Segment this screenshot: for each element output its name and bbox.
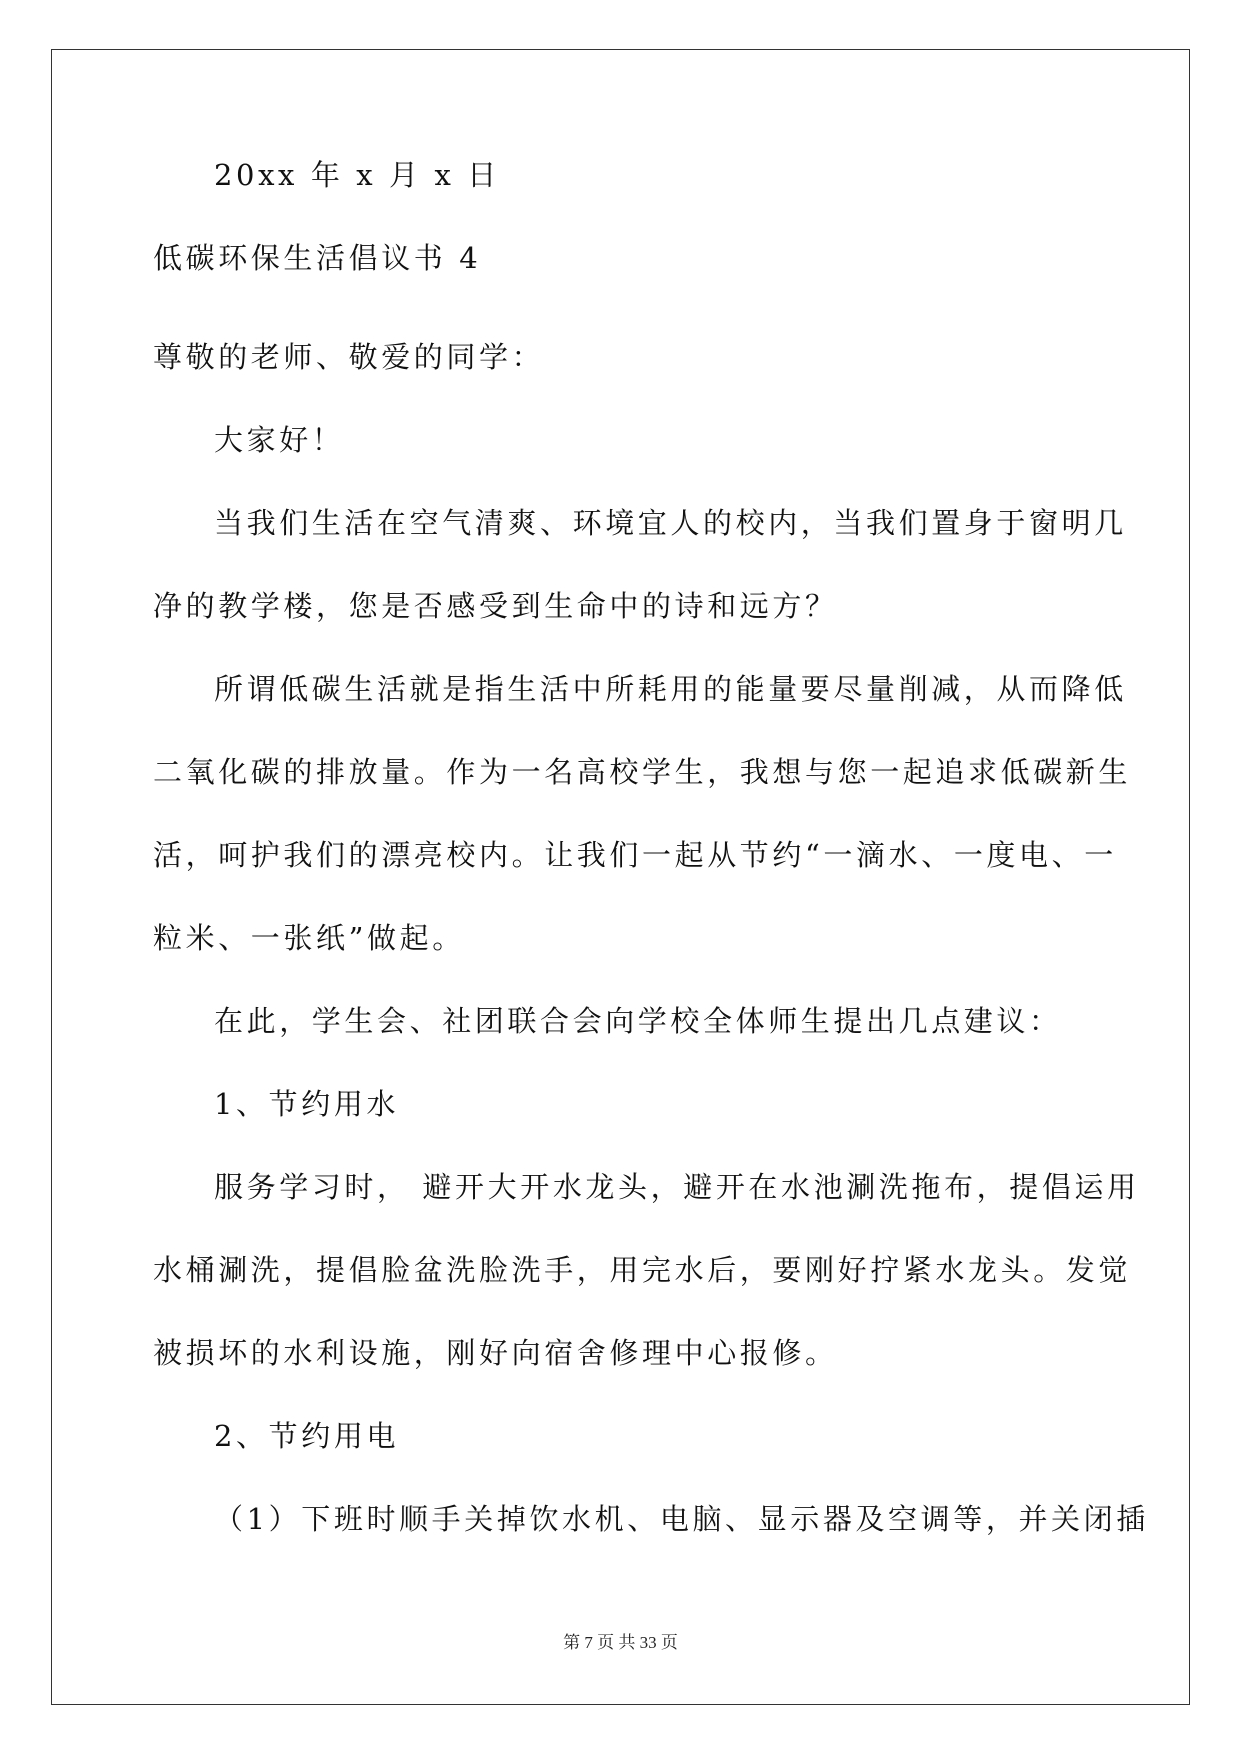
paragraph-line: 在此，学生会、社团联合会向学校全体师生提出几点建议：	[214, 1004, 1062, 1038]
paragraph-line: 当我们生活在空气清爽、环境宜人的校内，当我们置身于窗明几	[214, 506, 1127, 540]
date-line: 20xx 年 x 月 x 日	[214, 158, 500, 192]
paragraph-line: 粒米、一张纸”做起。	[153, 921, 465, 955]
greeting: 大家好！	[214, 423, 345, 457]
page-border	[51, 49, 1190, 1705]
paragraph-line: 水桶涮洗，提倡脸盆洗脸洗手，用完水后，要刚好拧紧水龙头。发觉	[153, 1253, 1132, 1287]
paragraph-line: 净的教学楼，您是否感受到生命中的诗和远方？	[153, 589, 838, 623]
paragraph-line: 活，呵护我们的漂亮校内。让我们一起从节约“一滴水、一度电、一	[153, 838, 1117, 872]
document-title: 低碳环保生活倡议书 4	[153, 241, 482, 275]
paragraph-line: 被损坏的水利设施，刚好向宿舍修理中心报修。	[153, 1336, 838, 1370]
paragraph-line: 二氧化碳的排放量。作为一名高校学生，我想与您一起追求低碳新生	[153, 755, 1132, 789]
section-heading: 2、节约用电	[214, 1419, 400, 1453]
page-number-footer: 第 7 页 共 33 页	[563, 1633, 678, 1652]
section-heading: 1、节约用水	[214, 1087, 400, 1121]
salutation: 尊敬的老师、敬爱的同学：	[153, 340, 545, 374]
paragraph-line: （1）下班时顺手关掉饮水机、电脑、显示器及空调等，并关闭插	[214, 1502, 1149, 1536]
paragraph-line: 服务学习时， 避开大开水龙头，避开在水池涮洗拖布，提倡运用	[214, 1170, 1140, 1204]
paragraph-line: 所谓低碳生活就是指生活中所耗用的能量要尽量削减，从而降低	[214, 672, 1127, 706]
